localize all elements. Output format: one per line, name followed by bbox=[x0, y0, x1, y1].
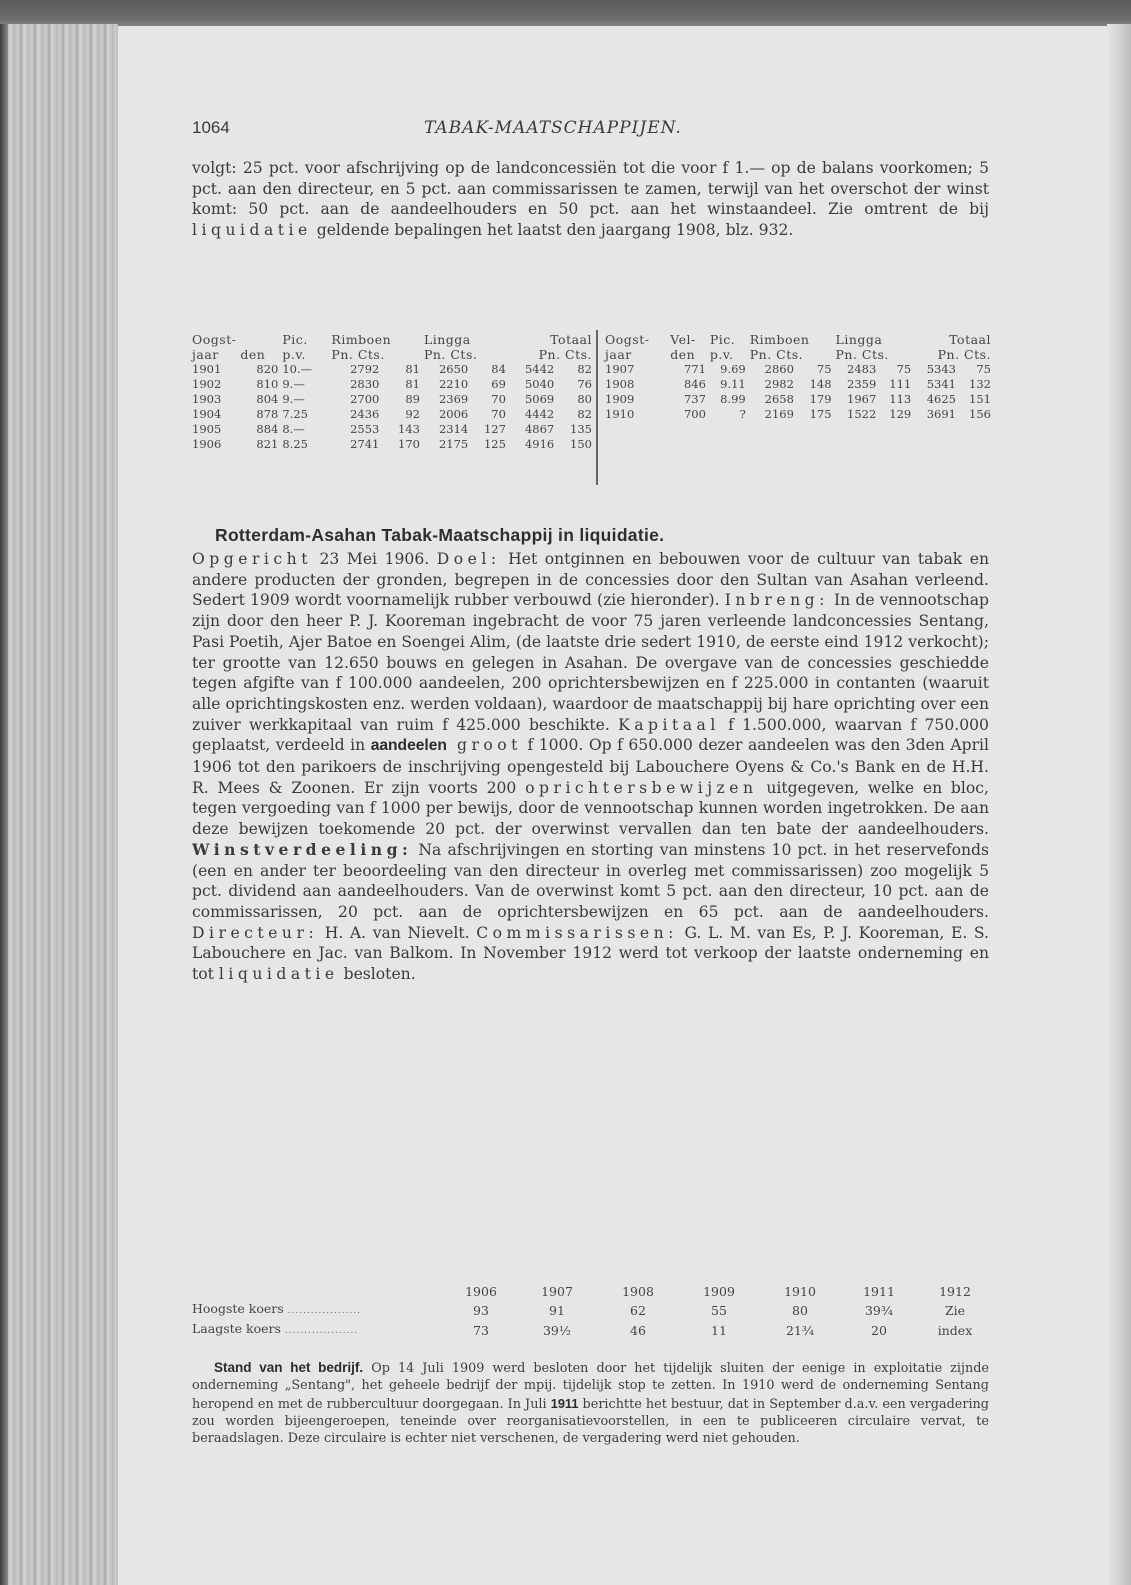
intro-text: volgt: 25 pct. voor afschrijving op de landconcessiën tot die voor f 1.— op de balans voorkomen; 5 pct. aan den directeur, en 5 pct. aan commissarissen te zamen, terwijl van het overschot der winst komt: 50 pct. aan de aandeelhouders en 50 pct. aan het winstaandeel. Zie omtrent de bij bbox=[192, 159, 989, 219]
page-number: 1064 bbox=[192, 118, 230, 137]
blank-cell bbox=[192, 1283, 447, 1300]
price-value: 80 bbox=[792, 1302, 808, 1318]
cell: 8.25 bbox=[282, 437, 308, 451]
price-value: index bbox=[937, 1322, 973, 1338]
cell: 2369 bbox=[438, 392, 469, 406]
col-header: Totaal bbox=[550, 332, 592, 347]
col-subheader: Pn. Cts. bbox=[538, 347, 592, 362]
text-kapitaal: f 1.500.000, waarvan f 750.000 geplaatst, verdeeld in bbox=[192, 715, 989, 755]
label-winstverdeeling: Winstverdeeling: bbox=[192, 839, 413, 859]
table-header-row bbox=[603, 332, 993, 347]
col-subheader: Pn. Cts. bbox=[937, 347, 991, 362]
cell: 5343 bbox=[926, 362, 956, 376]
cell: 1909 bbox=[605, 392, 635, 406]
cell: 179 bbox=[809, 392, 832, 406]
stand-text: Op 14 Juli 1909 werd besloten door het tijdelijk sluiten der eenige in exploitatie zijnde onderneming „Sentang", het geheele bedrijf der mpij. tijdelijk stop te zetten. In 1910 werd de onderneming Sentang heropend en met de rubbercultuur doorgegaan. In Juli bbox=[192, 1361, 989, 1412]
cell: 821 bbox=[256, 437, 279, 451]
cell: 76 bbox=[577, 377, 592, 391]
cell: 150 bbox=[570, 437, 592, 451]
col-subheader: Pn. Cts. bbox=[835, 347, 889, 362]
cell: 820 bbox=[256, 362, 279, 376]
cell: 5442 bbox=[524, 362, 555, 376]
col-subheader: Pn. Cts. bbox=[423, 347, 478, 362]
stand-heading: Stand van het bedrijf. bbox=[214, 1360, 364, 1375]
table-row bbox=[190, 392, 594, 407]
col-subheader: jaar bbox=[192, 347, 219, 362]
cell: 2436 bbox=[350, 407, 380, 421]
price-value: 39¾ bbox=[864, 1302, 894, 1318]
company-description bbox=[192, 549, 989, 985]
cell: 70 bbox=[491, 407, 506, 421]
cell: 5341 bbox=[926, 377, 956, 391]
cell: 1904 bbox=[192, 407, 222, 421]
col-header: Rimboen bbox=[749, 332, 810, 347]
price-value: 46 bbox=[630, 1322, 646, 1338]
table-row bbox=[603, 377, 993, 392]
text-oprichtersbewijzen: uitgegeven, welke en bloc, tegen vergoeding van f 1000 per bewijs, door de vennootschap kunnen worden ingetrokken. De aan deze bewijzen toekomende 20 pct. der overwinst vervallen dan ten bate der aandeelhouders. bbox=[192, 778, 989, 839]
cell: 2175 bbox=[438, 437, 469, 451]
price-value: 39½ bbox=[542, 1322, 572, 1338]
cell: 5040 bbox=[524, 377, 555, 391]
cell: 1901 bbox=[192, 362, 222, 376]
cell: 10.— bbox=[282, 362, 313, 376]
price-table bbox=[192, 1283, 991, 1340]
table-row bbox=[190, 407, 594, 422]
cell: 148 bbox=[809, 377, 832, 391]
table-row bbox=[190, 422, 594, 437]
cell: 69 bbox=[491, 377, 506, 391]
cell: 2359 bbox=[847, 377, 877, 391]
table-row bbox=[603, 407, 993, 422]
price-value: 11 bbox=[711, 1322, 727, 1338]
price-row-low bbox=[192, 1320, 991, 1340]
table-row bbox=[190, 362, 594, 377]
cell: 175 bbox=[809, 407, 832, 421]
cell: 9.— bbox=[282, 392, 305, 406]
table-row bbox=[603, 392, 993, 407]
cell: 9.69 bbox=[720, 362, 746, 376]
cell: 151 bbox=[969, 392, 991, 406]
text-liquidatie: besloten. bbox=[338, 965, 416, 984]
cell: 3691 bbox=[926, 407, 956, 421]
col-subheader: Pn. Cts. bbox=[331, 347, 385, 362]
table-divider bbox=[596, 330, 598, 485]
cell: 132 bbox=[969, 377, 991, 391]
cell: 5069 bbox=[524, 392, 555, 406]
stand-text-end: berichtte het bestuur, dat in September d.a.v. een vergadering zou worden bijeengeroepen, teneinde over reorganisatievoorstellen, in een te publiceeren circulaire vervat, te beraadslagen. Deze circulaire is echter niet verschenen, de vergadering werd niet gehouden. bbox=[192, 1396, 989, 1447]
col-header: Lingga bbox=[835, 332, 883, 347]
price-value: 55 bbox=[711, 1302, 727, 1318]
cell: 113 bbox=[889, 392, 912, 406]
cell: 4916 bbox=[524, 437, 555, 451]
cell: 2553 bbox=[350, 422, 380, 436]
cell: 2210 bbox=[438, 377, 469, 391]
col-header: Pic. bbox=[282, 332, 308, 347]
cell: 8.— bbox=[282, 422, 305, 436]
label-groot: groot bbox=[446, 736, 522, 755]
cell: 2658 bbox=[764, 392, 794, 406]
label-opgericht: Opgericht bbox=[192, 550, 312, 568]
year: 1907 bbox=[541, 1284, 573, 1299]
col-header: Pic. bbox=[709, 332, 736, 347]
cell: 804 bbox=[256, 392, 279, 406]
cell: 170 bbox=[398, 437, 420, 451]
price-row-high bbox=[192, 1300, 991, 1320]
label-directeur: Directeur: bbox=[192, 923, 319, 942]
price-value: 21¾ bbox=[785, 1322, 815, 1338]
col-subheader: p.v. bbox=[282, 347, 306, 362]
text-directeur: H. A. van Nievelt. bbox=[318, 923, 477, 942]
cell: 4867 bbox=[524, 422, 555, 436]
cell: 884 bbox=[256, 422, 279, 436]
leader-dots: ................... bbox=[284, 1326, 359, 1336]
cell: 82 bbox=[577, 362, 592, 376]
cell: 2792 bbox=[350, 362, 380, 376]
label-commissarissen: Commissarissen: bbox=[476, 923, 678, 942]
cell: 156 bbox=[969, 407, 991, 421]
label-inbreng: Inbreng: bbox=[724, 591, 829, 610]
cell: 127 bbox=[483, 422, 506, 436]
cell: 111 bbox=[889, 377, 912, 391]
cell: 2741 bbox=[350, 437, 380, 451]
cell: 89 bbox=[405, 392, 420, 406]
cell: 143 bbox=[398, 422, 420, 436]
scanner-top-edge bbox=[0, 0, 1131, 28]
table-subheader-row bbox=[603, 347, 993, 362]
cell: 2700 bbox=[350, 392, 380, 406]
leader-dots: ................... bbox=[287, 1306, 361, 1316]
harvest-table-left bbox=[190, 332, 594, 452]
label-doel: Doel: bbox=[436, 550, 501, 568]
cell: 75 bbox=[976, 362, 991, 376]
row-label-text: Hoogste koers bbox=[192, 1301, 284, 1316]
table-row bbox=[190, 377, 594, 392]
cell: 1902 bbox=[192, 377, 222, 391]
col-header: Lingga bbox=[423, 332, 471, 347]
text-doel: Het ontginnen en bebouwen voor de cultuur van tabak en andere producten der gronden, begrepen in de concessies door den Sultan van Asahan verleend. Sedert 1909 wordt voornamelijk rubber verbouwd (zie hieronder). bbox=[192, 550, 990, 610]
text-opgericht: 23 Mei 1906. bbox=[311, 550, 437, 568]
text-groot: f 1000. Op f 650.000 dezer aandeelen was den 3den April 1906 tot den parikoers de inschrijving opengesteld bij Labouchere Oyens & Co.'s Bank en de H.H. R. Mees & Zoonen. Er zijn voorts 200 bbox=[192, 736, 990, 797]
cell: 846 bbox=[683, 377, 706, 391]
col-header: Rimboen bbox=[331, 332, 392, 347]
price-value: 20 bbox=[871, 1322, 887, 1338]
intro-paragraph bbox=[192, 158, 989, 241]
price-value: Zie bbox=[944, 1302, 966, 1318]
cell: 1905 bbox=[192, 422, 222, 436]
cell: 82 bbox=[577, 407, 592, 421]
col-subheader: den bbox=[240, 347, 266, 362]
col-subheader: den bbox=[670, 347, 696, 362]
cell: 9.11 bbox=[720, 377, 746, 391]
cell: 771 bbox=[683, 362, 706, 376]
year: 1909 bbox=[703, 1284, 735, 1299]
year: 1911 bbox=[863, 1284, 895, 1299]
page-right-edge bbox=[1107, 24, 1131, 1585]
cell: 125 bbox=[483, 437, 506, 451]
year: 1910 bbox=[784, 1284, 816, 1299]
cell: 700 bbox=[683, 407, 706, 421]
cell: ? bbox=[739, 407, 746, 421]
cell: 878 bbox=[256, 407, 279, 421]
cell: 1907 bbox=[605, 362, 635, 376]
cell: 1522 bbox=[847, 407, 877, 421]
cell: 2982 bbox=[764, 377, 794, 391]
cell: 8.99 bbox=[720, 392, 746, 406]
cell: 81 bbox=[405, 362, 420, 376]
cell: 129 bbox=[889, 407, 912, 421]
col-subheader: Pn. Cts. bbox=[749, 347, 804, 362]
cell: 75 bbox=[816, 362, 832, 376]
cell: 2483 bbox=[847, 362, 877, 376]
col-header: Oogst- bbox=[192, 332, 237, 347]
price-value: 62 bbox=[630, 1302, 646, 1318]
liquidatie-spaced: liquidatie bbox=[192, 221, 312, 240]
table-row bbox=[603, 362, 993, 377]
cell: 7.25 bbox=[282, 407, 308, 421]
stand-bold-year: 1911 bbox=[550, 1395, 579, 1411]
col-header: Oogst- bbox=[605, 332, 650, 347]
cell: 4442 bbox=[524, 407, 555, 421]
col-header: Totaal bbox=[949, 332, 991, 347]
text-winstverdeeling: Na afschrijvingen en storting van minstens 10 pct. in het reservefonds (een en ander ter beoordeeling van den directeur in overleg met commissarissen) zoo mogelijk 5 pct. dividend aan aandeelhouders. Van de overwinst komt 5 pct. aan den directeur, 10 pct. aan de commissarissen, 20 pct. aan de oprichtersbewijzen en 65 pct. aan de aandeelhouders. bbox=[192, 840, 989, 921]
company-heading: Rotterdam-Asahan Tabak-Maatschappij in liquidatie. bbox=[215, 525, 665, 545]
cell: 2860 bbox=[764, 362, 794, 376]
harvest-table-right bbox=[603, 332, 993, 422]
cell: 2314 bbox=[438, 422, 469, 436]
year: 1912 bbox=[939, 1284, 971, 1299]
running-title: TABAK-MAATSCHAPPIJEN. bbox=[424, 118, 682, 138]
row-label bbox=[192, 1320, 447, 1340]
label-liquidatie: liquidatie bbox=[218, 965, 339, 984]
cell: 1903 bbox=[192, 392, 222, 406]
cell: 70 bbox=[491, 392, 506, 406]
cell: 1908 bbox=[605, 377, 635, 391]
running-head bbox=[192, 118, 992, 144]
stand-paragraph bbox=[192, 1359, 989, 1447]
price-table-years bbox=[192, 1283, 991, 1300]
year: 1906 bbox=[465, 1284, 497, 1299]
label-kapitaal: Kapitaal bbox=[618, 715, 720, 734]
year: 1908 bbox=[622, 1284, 654, 1299]
cell: 92 bbox=[405, 407, 420, 421]
cell: 737 bbox=[683, 392, 706, 406]
cell: 810 bbox=[256, 377, 279, 391]
cell: 75 bbox=[896, 362, 912, 376]
col-subheader: p.v. bbox=[709, 347, 734, 362]
cell: 80 bbox=[577, 392, 592, 406]
row-label bbox=[192, 1300, 447, 1320]
price-value: 91 bbox=[549, 1302, 565, 1318]
col-header: Vel- bbox=[670, 332, 696, 347]
book-spine-page-edges bbox=[0, 24, 118, 1585]
table-subheader-row bbox=[190, 347, 594, 362]
text-commissarissen: G. L. M. van Es, P. J. Kooreman, E. S. Labouchere en Jac. van Balkom. In November 1912 werd tot verkoop der laatste onderneming en tot bbox=[192, 923, 989, 984]
col-subheader: jaar bbox=[605, 347, 632, 362]
cell: 1906 bbox=[192, 437, 222, 451]
cell: 81 bbox=[405, 377, 420, 391]
price-value: 73 bbox=[473, 1322, 489, 1338]
label-oprichtersbewijzen: oprichtersbewijzen bbox=[525, 778, 758, 797]
row-label-text: Laagste koers bbox=[192, 1321, 281, 1336]
cell: 2650 bbox=[438, 362, 469, 376]
label-aandeelen: aandeelen bbox=[370, 737, 447, 755]
cell: 2169 bbox=[764, 407, 794, 421]
table-row bbox=[190, 437, 594, 452]
cell: 2830 bbox=[350, 377, 380, 391]
intro-text-end: geldende bepalingen het laatst den jaargang 1908, blz. 932. bbox=[311, 221, 794, 240]
price-value: 93 bbox=[473, 1302, 489, 1318]
cell: 1967 bbox=[847, 392, 877, 406]
table-header-row bbox=[190, 332, 594, 347]
cell: 1910 bbox=[605, 407, 635, 421]
cell: 135 bbox=[570, 422, 592, 436]
text-inbreng: In de vennootschap zijn door den heer P. J. Kooreman ingebracht de voor 75 jaren verleende landconcessies Sentang, Pasi Poetih, Ajer Batoe en Soengei Alim, (de laatste drie sedert 1910, de eerste eind 1912 verkocht); ter grootte van 12.650 bouws en gelegen in Asahan. De overgave van de concessies geschiedde tegen afgifte van f 100.000 aandeelen, 200 oprichtersbewijzen en f 225.000 in contanten (waaruit alle oprichtingskosten enz. werden voldaan), waardoor de maatschappij bij hare oprichting over een zuiver werkkapitaal van ruim f 425.000 beschikte. bbox=[192, 591, 989, 734]
cell: 4625 bbox=[926, 392, 956, 406]
cell: 9.— bbox=[282, 377, 305, 391]
cell: 84 bbox=[491, 362, 506, 376]
cell: 2006 bbox=[438, 407, 469, 421]
